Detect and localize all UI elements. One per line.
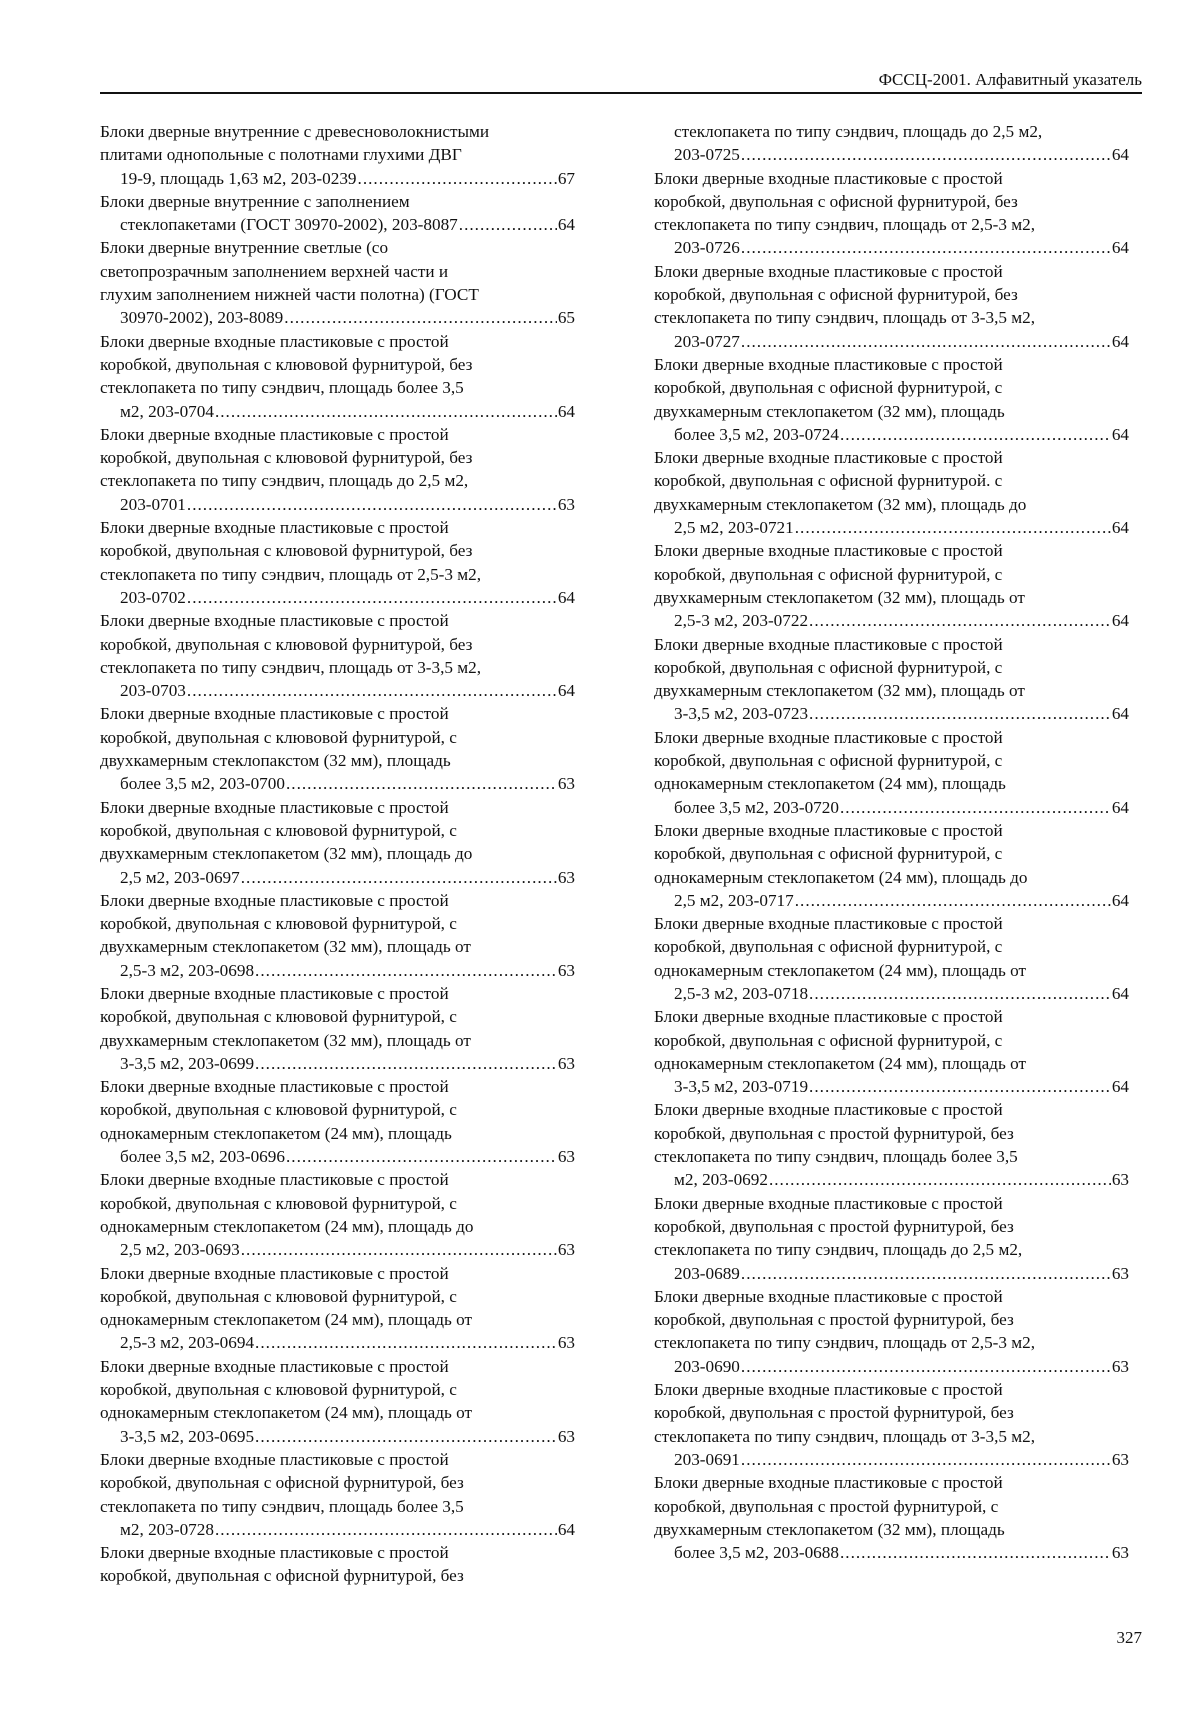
leader-dots	[241, 866, 557, 889]
entry-line: Блоки дверные входные пластиковые с простой	[100, 518, 449, 538]
entry-line: однокамерным стеклопакетом (24 мм), площадь	[654, 774, 1006, 794]
entry-last-line	[674, 1168, 1129, 1191]
entry-line: двухкамерным стеклопакетом (32 мм), площадь от	[654, 587, 1025, 607]
entry-line: коробкой, двупольная с клювовой фурнитурой, с	[100, 727, 457, 747]
entry-line: двухкамерным стеклопакетом (32 мм), площадь	[654, 401, 1005, 421]
entry-line: Блоки дверные входные пластиковые с простой	[100, 1077, 449, 1097]
entry-line: Блоки дверные внутренние с заполнением	[100, 191, 410, 211]
leader-dots	[741, 330, 1111, 353]
entry-line: стеклопакета по типу сэндвич, площадь от 3-3,5 м2,	[654, 1426, 1036, 1446]
page-ref: 64	[1111, 983, 1129, 1003]
page-ref: 64	[1111, 331, 1129, 351]
entry-last-line	[674, 1355, 1129, 1378]
leader-dots	[840, 423, 1111, 446]
entry-line: стеклопакета по типу сэндвич, площадь до 2,5 м2,	[674, 122, 1043, 141]
leader-dots	[741, 143, 1111, 166]
entry-last-line	[674, 609, 1129, 632]
index-entry	[654, 446, 1129, 539]
entry-line: Блоки дверные входные пластиковые с простой	[654, 1286, 1003, 1306]
entry-text: 203-0703	[120, 681, 186, 701]
leader-dots	[215, 1518, 557, 1541]
entry-last-line	[674, 236, 1129, 259]
index-entry	[100, 1541, 575, 1588]
entry-last-line	[120, 493, 575, 516]
entry-line: коробкой, двупольная с офисной фурнитурой, с	[654, 844, 1003, 864]
entry-line: коробкой, двупольная с клювовой фурнитурой, с	[100, 820, 457, 840]
entry-text: м2, 203-0704	[120, 401, 214, 421]
leader-dots	[809, 609, 1111, 632]
index-entry	[100, 1355, 575, 1448]
entry-line: стеклопакета по типу сэндвич, площадь более 3,5	[100, 378, 464, 398]
leader-dots	[741, 236, 1111, 259]
entry-line: однокамерным стеклопакетом (24 мм), площадь от	[100, 1310, 473, 1330]
page-ref: 64	[1111, 518, 1129, 538]
entry-line: Блоки дверные входные пластиковые с простой	[654, 261, 1003, 281]
entry-last-line	[120, 1052, 575, 1075]
entry-text: более 3,5 м2, 203-0688	[674, 1543, 839, 1563]
entry-line: Блоки дверные входные пластиковые с простой	[654, 820, 1003, 840]
entry-text: стеклопакетами (ГОСТ 30970-2002), 203-8087	[120, 215, 458, 235]
page-ref: 63	[1111, 1543, 1129, 1563]
entry-line: коробкой, двупольная с клювовой фурнитурой, без	[100, 541, 473, 561]
entry-text: 203-0725	[674, 145, 740, 165]
entry-text: более 3,5 м2, 203-0700	[120, 774, 285, 794]
entry-line: Блоки дверные входные пластиковые с простой	[654, 1380, 1003, 1400]
entry-text: 2,5-3 м2, 203-0722	[674, 611, 809, 631]
entry-line: двухкамерным стеклопакетом (32 мм), площадь	[654, 1519, 1005, 1539]
entry-text: 2,5 м2, 203-0697	[120, 867, 240, 887]
entry-line: стеклопакета по типу сэндвич, площадь от 3-3,5 м2,	[100, 657, 482, 677]
entry-last-line	[674, 516, 1129, 539]
entry-text: 203-0690	[674, 1356, 740, 1376]
page-ref: 65	[557, 308, 575, 328]
entry-line: Блоки дверные входные пластиковые с простой	[654, 168, 1003, 188]
header-rule	[100, 92, 1142, 94]
entry-text: 2,5-3 м2, 203-0718	[674, 983, 809, 1003]
entry-line: Блоки дверные входные пластиковые с простой	[100, 424, 449, 444]
index-entry	[100, 889, 575, 982]
page-ref: 64	[557, 215, 575, 235]
index-entry	[654, 633, 1129, 726]
entry-text: 3-3,5 м2, 203-0695	[120, 1426, 255, 1446]
entry-line: коробкой, двупольная с клювовой фурнитурой, без	[100, 634, 473, 654]
entry-line: коробкой, двупольная с клювовой фурнитурой, с	[100, 1007, 457, 1027]
index-entry	[654, 539, 1129, 632]
entry-text: 2,5-3 м2, 203-0698	[120, 960, 255, 980]
entry-line: однокамерным стеклопакетом (24 мм), площадь до	[100, 1216, 474, 1236]
entry-line: коробкой, двупольная с офисной фурнитурой, с	[654, 937, 1003, 957]
entry-line: Блоки дверные входные пластиковые с простой	[100, 611, 449, 631]
entry-last-line	[674, 1262, 1129, 1285]
entry-line: коробкой, двупольная с офисной фурнитурой, без	[654, 285, 1018, 305]
entry-last-line	[674, 1448, 1129, 1471]
leader-dots	[840, 1541, 1111, 1564]
entry-last-line	[674, 796, 1129, 819]
entry-line: стеклопакета по типу сэндвич, площадь более 3,5	[654, 1147, 1018, 1167]
entry-line: коробкой, двупольная с простой фурнитурой, с	[654, 1496, 999, 1516]
page-ref: 64	[1111, 890, 1129, 910]
entry-line: коробкой, двупольная с клювовой фурнитурой, с	[100, 1193, 457, 1213]
entry-line: коробкой, двупольная с офисной фурнитурой, с	[654, 1030, 1003, 1050]
page-ref: 63	[557, 867, 575, 887]
entry-last-line	[674, 702, 1129, 725]
entry-line: Блоки дверные входные пластиковые с простой	[654, 1473, 1003, 1493]
entry-text: м2, 203-0728	[120, 1519, 214, 1539]
entry-last-line	[674, 982, 1129, 1005]
entry-line: коробкой, двупольная с офисной фурнитурой. с	[654, 471, 1003, 491]
entry-line: Блоки дверные входные пластиковые с простой	[100, 797, 449, 817]
entry-line: Блоки дверные входные пластиковые с простой	[100, 331, 449, 351]
entry-text: 2,5 м2, 203-0717	[674, 890, 794, 910]
page-ref: 64	[557, 401, 575, 421]
entry-text: 3-3,5 м2, 203-0719	[674, 1077, 809, 1097]
entry-line: Блоки дверные входные пластиковые с простой	[100, 890, 449, 910]
entry-text: 19-9, площадь 1,63 м2, 203-0239	[120, 168, 357, 188]
entry-text: 203-0689	[674, 1263, 740, 1283]
entry-line: Блоки дверные входные пластиковые с простой	[654, 727, 1003, 747]
entry-line: однокамерным стеклопакетом (24 мм), площадь от	[100, 1403, 473, 1423]
page-ref: 63	[557, 1053, 575, 1073]
entry-last-line	[120, 1331, 575, 1354]
index-entry	[654, 1285, 1129, 1378]
index-entry	[100, 1075, 575, 1168]
leader-dots	[741, 1355, 1111, 1378]
leader-dots	[809, 702, 1111, 725]
entry-line: Блоки дверные входные пластиковые с простой	[654, 1007, 1003, 1027]
entry-text: 203-0702	[120, 587, 186, 607]
entry-last-line	[120, 959, 575, 982]
entry-line: однокамерным стеклопакетом (24 мм), площадь от	[654, 960, 1027, 980]
index-entry	[100, 120, 575, 190]
page-ref: 64	[1111, 704, 1129, 724]
entry-line: коробкой, двупольная с клювовой фурнитурой, с	[100, 914, 457, 934]
entry-line: стеклопакета по типу сэндвич, площадь до 2,5 м2,	[100, 471, 469, 491]
index-entry	[654, 120, 1129, 167]
entry-line: двухкамерным стеклопакетом (32 мм), площадь до	[654, 494, 1027, 514]
entry-line: Блоки дверные входные пластиковые с простой	[100, 1356, 449, 1376]
entry-line: Блоки дверные входные пластиковые с простой	[654, 1100, 1003, 1120]
leader-dots	[286, 1145, 557, 1168]
entry-line: стеклопакета по типу сэндвич, площадь от 2,5-3 м2,	[100, 564, 482, 584]
leader-dots	[741, 1262, 1111, 1285]
entry-text: более 3,5 м2, 203-0720	[674, 797, 839, 817]
entry-line: коробкой, двупольная с офисной фурнитурой, с	[654, 751, 1003, 771]
entry-line: коробкой, двупольная с простой фурнитурой, без	[654, 1403, 1014, 1423]
entry-line: Блоки дверные входные пластиковые с простой	[654, 634, 1003, 654]
index-entry	[654, 912, 1129, 1005]
entry-line: стеклопакета по типу сэндвич, площадь до 2,5 м2,	[654, 1240, 1023, 1260]
index-entry	[654, 1192, 1129, 1285]
leader-dots	[809, 1075, 1111, 1098]
entry-line: стеклопакета по типу сэндвич, площадь от 3-3,5 м2,	[654, 308, 1036, 328]
page-ref: 64	[1111, 238, 1129, 258]
index-entry	[654, 1098, 1129, 1191]
entry-line: Блоки дверные внутренние с древесноволокнистыми	[100, 122, 490, 141]
page-ref: 63	[557, 494, 575, 514]
entry-text: более 3,5 м2, 203-0696	[120, 1147, 285, 1167]
entry-line: Блоки дверные входные пластиковые с простой	[654, 1193, 1003, 1213]
entry-last-line	[120, 1518, 575, 1541]
leader-dots	[795, 516, 1111, 539]
entry-line: стеклопакета по типу сэндвич, площадь от 2,5-3 м2,	[654, 1333, 1036, 1353]
entry-line: коробкой, двупольная с офисной фурнитурой, с	[654, 564, 1003, 584]
entry-last-line	[674, 889, 1129, 912]
index-entry	[100, 1168, 575, 1261]
entry-line: коробкой, двупольная с офисной фурнитурой, без	[654, 191, 1018, 211]
entry-text: м2, 203-0692	[674, 1170, 768, 1190]
index-entry	[654, 1471, 1129, 1564]
page-ref: 64	[557, 681, 575, 701]
index-entry	[654, 1378, 1129, 1471]
page-ref: 63	[1111, 1170, 1129, 1190]
page-ref: 63	[1111, 1449, 1129, 1469]
leader-dots	[741, 1448, 1111, 1471]
page-ref: 64	[557, 1519, 575, 1539]
index-entry	[100, 330, 575, 423]
page-ref: 64	[1111, 424, 1129, 444]
page-ref: 63	[557, 960, 575, 980]
leader-dots	[187, 679, 557, 702]
entry-line: коробкой, двупольная с клювовой фурнитурой, с	[100, 1380, 457, 1400]
page-number: 327	[1116, 1628, 1142, 1647]
entry-line: коробкой, двупольная с офисной фурнитурой, без	[100, 1473, 464, 1493]
header-title: ФССЦ-2001. Алфавитный указатель	[878, 70, 1142, 89]
entry-line: Блоки дверные входные пластиковые с простой	[654, 448, 1003, 468]
entry-last-line	[120, 213, 575, 236]
entry-last-line	[120, 772, 575, 795]
entry-text: 203-0726	[674, 238, 740, 258]
entry-last-line	[120, 679, 575, 702]
entry-text: 203-0727	[674, 331, 740, 351]
index-column-left	[100, 120, 575, 1588]
leader-dots	[255, 1425, 557, 1448]
entry-text: 203-0691	[674, 1449, 740, 1469]
entry-line: Блоки дверные входные пластиковые с простой	[100, 1170, 449, 1190]
entry-last-line	[674, 423, 1129, 446]
index-entry	[100, 236, 575, 329]
page-ref: 64	[1111, 611, 1129, 631]
entry-line: стеклопакета по типу сэндвич, площадь от 2,5-3 м2,	[654, 215, 1036, 235]
leader-dots	[284, 306, 557, 329]
page-ref: 63	[557, 1426, 575, 1446]
entry-text: 2,5 м2, 203-0721	[674, 518, 794, 538]
entry-text: 2,5 м2, 203-0693	[120, 1240, 240, 1260]
leader-dots	[255, 1331, 557, 1354]
entry-line: коробкой, двупольная с клювовой фурнитурой, без	[100, 448, 473, 468]
entry-last-line	[674, 330, 1129, 353]
entry-line: двухкамерным стеклопакетом (32 мм), площадь от	[654, 681, 1025, 701]
entry-last-line	[120, 306, 575, 329]
leader-dots	[187, 493, 557, 516]
index-column-right	[654, 120, 1129, 1564]
entry-line: Блоки дверные входные пластиковые с простой	[654, 354, 1003, 374]
index-entry	[654, 167, 1129, 260]
entry-last-line	[120, 866, 575, 889]
index-entry	[654, 726, 1129, 819]
leader-dots	[255, 959, 557, 982]
leader-dots	[795, 889, 1111, 912]
page-ref: 63	[557, 774, 575, 794]
entry-line: коробкой, двупольная с простой фурнитурой, без	[654, 1310, 1014, 1330]
entry-last-line	[674, 1541, 1129, 1564]
entry-line: Блоки дверные входные пластиковые с простой	[100, 983, 449, 1003]
page-ref: 64	[557, 587, 575, 607]
entry-line: Блоки дверные входные пластиковые с простой	[654, 541, 1003, 561]
index-entry	[100, 423, 575, 516]
entry-text: 30970-2002), 203-8089	[120, 308, 284, 328]
index-entry	[100, 609, 575, 702]
entry-line: коробкой, двупольная с клювовой фурнитурой, с	[100, 1100, 457, 1120]
index-entry	[100, 190, 575, 237]
index-entry	[100, 516, 575, 609]
entry-line: глухим заполнением нижней части полотна) (ГОСТ	[100, 285, 479, 305]
entry-line: двухкамерным стеклопакстом (32 мм), площадь	[100, 751, 451, 771]
entry-last-line	[120, 400, 575, 423]
entry-line: стеклопакета по типу сэндвич, площадь более 3,5	[100, 1496, 464, 1516]
entry-line: Блоки дверные входные пластиковые с простой	[100, 704, 449, 724]
entry-line: коробкой, двупольная с офисной фурнитурой, с	[654, 378, 1003, 398]
leader-dots	[459, 213, 557, 236]
page-ref: 63	[1111, 1263, 1129, 1283]
entry-line: двухкамерным стеклопакетом (32 мм), площадь от	[100, 1030, 471, 1050]
leader-dots	[769, 1168, 1111, 1191]
page-ref: 63	[557, 1147, 575, 1167]
entry-line: Блоки дверные входные пластиковые с простой	[100, 1543, 449, 1563]
entry-line: коробкой, двупольная с клювовой фурнитурой, без	[100, 354, 473, 374]
entry-line: Блоки дверные входные пластиковые с простой	[100, 1449, 449, 1469]
entry-text: 3-3,5 м2, 203-0723	[674, 704, 809, 724]
entry-line: Блоки дверные входные пластиковые с простой	[100, 1263, 449, 1283]
entry-last-line	[674, 143, 1129, 166]
leader-dots	[358, 167, 557, 190]
page-ref: 63	[1111, 1356, 1129, 1376]
leader-dots	[809, 982, 1111, 1005]
index-entry	[100, 982, 575, 1075]
index-entry	[654, 1005, 1129, 1098]
leader-dots	[215, 400, 557, 423]
entry-last-line	[674, 1075, 1129, 1098]
entry-line: плитами однопольные с полотнами глухими ДВГ	[100, 145, 462, 165]
index-entry	[100, 1448, 575, 1541]
entry-last-line	[120, 167, 575, 190]
index-entry	[100, 1262, 575, 1355]
entry-line: коробкой, двупольная с простой фурнитурой, без	[654, 1123, 1014, 1143]
leader-dots	[187, 586, 557, 609]
entry-line: двухкамерным стеклопакетом (32 мм), площадь до	[100, 844, 473, 864]
entry-line: Блоки дверные входные пластиковые с простой	[654, 914, 1003, 934]
page-ref: 64	[1111, 797, 1129, 817]
entry-last-line	[120, 1145, 575, 1168]
index-entry	[654, 353, 1129, 446]
page-ref: 67	[557, 168, 575, 188]
leader-dots	[840, 796, 1111, 819]
entry-last-line	[120, 1238, 575, 1261]
page-ref: 63	[557, 1240, 575, 1260]
index-entry	[654, 260, 1129, 353]
index-entry	[654, 819, 1129, 912]
entry-line: двухкамерным стеклопакетом (32 мм), площадь от	[100, 937, 471, 957]
leader-dots	[241, 1238, 557, 1261]
entry-line: коробкой, двупольная с офисной фурнитурой, без	[100, 1566, 464, 1586]
entry-line: однокамерным стеклопакетом (24 мм), площадь до	[654, 867, 1028, 887]
leader-dots	[286, 772, 557, 795]
leader-dots	[255, 1052, 557, 1075]
entry-line: однокамерным стеклопакетом (24 мм), площадь от	[654, 1053, 1027, 1073]
entry-line: коробкой, двупольная с простой фурнитурой, без	[654, 1216, 1014, 1236]
index-entry	[100, 796, 575, 889]
entry-line: коробкой, двупольная с офисной фурнитурой, с	[654, 657, 1003, 677]
entry-line: Блоки дверные внутренние светлые (со	[100, 238, 389, 258]
entry-text: 203-0701	[120, 494, 186, 514]
entry-last-line	[120, 586, 575, 609]
entry-line: светопрозрачным заполнением верхней части и	[100, 261, 449, 281]
running-header	[100, 66, 1142, 94]
entry-text: 2,5-3 м2, 203-0694	[120, 1333, 255, 1353]
entry-text: 3-3,5 м2, 203-0699	[120, 1053, 255, 1073]
entry-text: более 3,5 м2, 203-0724	[674, 424, 839, 444]
page-ref: 64	[1111, 1077, 1129, 1097]
entry-last-line	[120, 1425, 575, 1448]
entry-line: однокамерным стеклопакетом (24 мм), площадь	[100, 1123, 452, 1143]
entry-line: коробкой, двупольная с клювовой фурнитурой, с	[100, 1286, 457, 1306]
page-ref: 64	[1111, 145, 1129, 165]
page-ref: 63	[557, 1333, 575, 1353]
index-entry	[100, 702, 575, 795]
